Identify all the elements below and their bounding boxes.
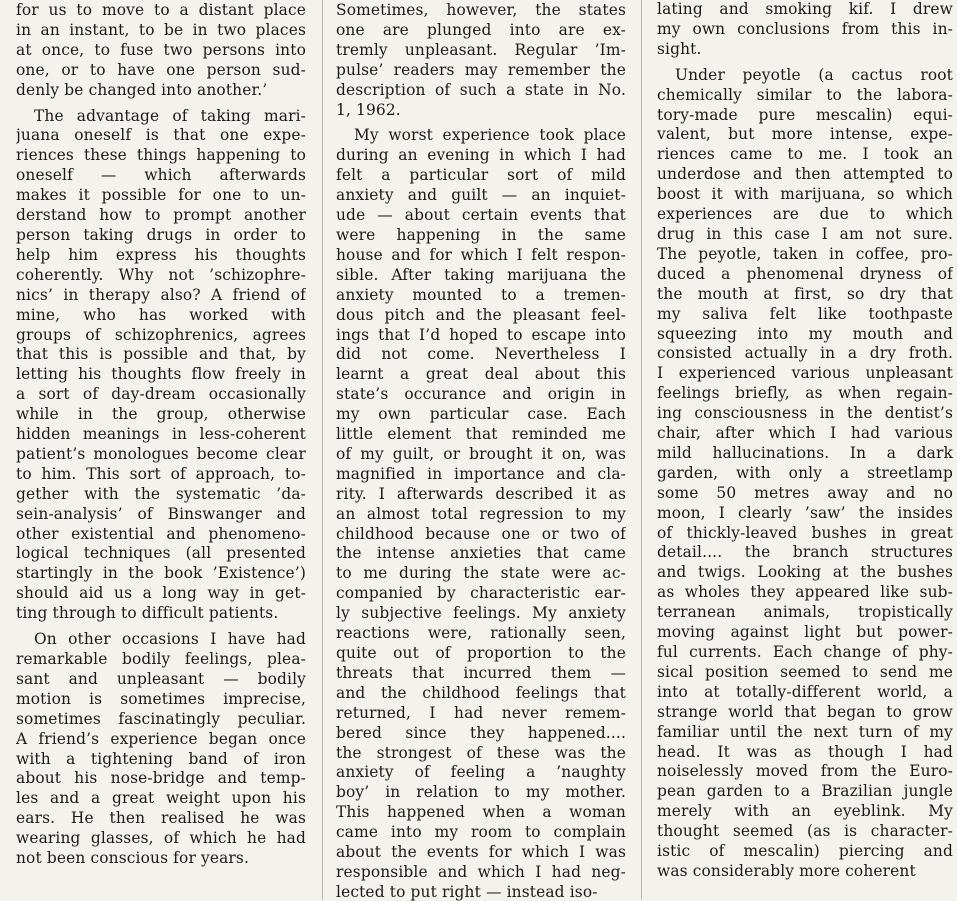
text-line: riences came to me. I took an — [657, 145, 953, 164]
text-line: sight. — [657, 39, 702, 58]
text-line: quite out of proportion to the — [336, 644, 626, 662]
text-column-3 — [657, 0, 953, 900]
text-line: terranean animals, tropistically — [657, 603, 953, 622]
text-line: ting through to difficult patients. — [16, 604, 279, 623]
text-line: nics’ in therapy also? A friend of — [16, 285, 306, 304]
text-line: of thickly-leaved bushes in great — [657, 523, 953, 542]
text-line: ears. He then realised he was — [16, 809, 306, 828]
text-line: juana oneself is that one expe- — [16, 126, 306, 145]
text-line: les and a great weight upon his — [16, 789, 306, 808]
text-line: familiar until the next turn of my — [657, 722, 953, 741]
text-line: squeezing into my mouth and — [657, 324, 953, 343]
text-line: thought seemed (as is character- — [657, 822, 953, 841]
text-line: lected to put right — instead iso- — [336, 882, 598, 901]
text-line: mild hallucinations. In a dark — [657, 443, 953, 462]
text-line: anxiety of feeling a ’naughty — [336, 763, 626, 782]
text-line: description of such a state in No. — [336, 80, 626, 99]
text-line: chair, after which I had various — [657, 424, 953, 443]
text-line: derstand how to prompt another — [16, 206, 306, 225]
text-line: remarkable bodily feelings, plea- — [16, 650, 306, 668]
text-line: Under peyotle (a cactus root — [675, 65, 953, 84]
text-line: learnt a great deal about this — [336, 365, 626, 384]
text-line: Sometimes, however, the states — [336, 1, 626, 19]
text-line: drug in this case I am not sure. — [657, 224, 953, 243]
text-line: at once, to fuse two persons into — [16, 40, 306, 59]
text-line: should aid us a long way in get- — [16, 584, 306, 603]
text-line: consisted actually in a dry froth. — [657, 344, 953, 363]
text-line: one are plunged into are ex- — [336, 20, 626, 39]
text-line: oneself — which afterwards — [16, 166, 306, 185]
text-line: merely with an eyeblink. My — [657, 802, 953, 821]
text-line: an almost total regression to my — [336, 504, 626, 523]
text-line: sible. After taking marijuana the — [336, 265, 626, 284]
text-line: for us to move to a distant place — [16, 1, 306, 19]
text-line: in an instant, to be in two places — [16, 20, 306, 39]
text-line: little element that reminded me — [336, 425, 626, 444]
text-line: duced a phenomenal dryness of — [657, 264, 953, 283]
text-line: hidden meanings in less-coherent — [16, 425, 306, 444]
text-line: threats that incurred them — — [336, 663, 626, 682]
text-line: my own conclusions from this in- — [657, 19, 953, 38]
text-line: groups of schizophrenics, agrees — [16, 325, 306, 344]
text-line: riences these things happening to — [16, 146, 306, 165]
text-line: ly subjective feelings. My anxiety — [336, 604, 626, 623]
text-line: moon, I clearly ’saw’ the insides — [657, 503, 953, 522]
text-line: ude — about certain events that — [336, 206, 626, 225]
text-line: not been conscious for years. — [16, 849, 250, 868]
text-line: garden, with only a streetlamp — [657, 463, 953, 482]
text-line: about the events for which I was — [336, 843, 626, 862]
text-line: moving against light but power- — [657, 623, 953, 642]
text-line: tory-made pure mescalin) equi- — [657, 105, 953, 124]
text-line: My worst experience took place — [354, 126, 626, 145]
text-line: childhood because one or two of — [336, 524, 626, 543]
text-line: noiselessly moved from the Euro- — [657, 762, 953, 781]
text-line: the mouth at first, so dry that — [657, 284, 953, 303]
text-line: makes it possible for one to un- — [16, 186, 306, 205]
text-line: I experienced various unpleasant — [657, 364, 953, 383]
text-column-1 — [16, 0, 306, 901]
text-column-2 — [336, 0, 626, 901]
text-line: and twigs. Looking at the bushes — [657, 563, 953, 582]
text-line: underdose and then attempted to — [657, 165, 953, 184]
text-line: 1, 1962. — [336, 100, 401, 119]
text-line: sometimes fascinatingly peculiar. — [16, 709, 306, 728]
text-line: of my guilt, or brought it on, was — [336, 444, 626, 463]
text-line: help him express his thoughts — [16, 245, 306, 264]
text-line: one, or to have one person sud- — [16, 60, 306, 79]
text-line: detail.... the branch structures — [657, 543, 953, 562]
text-line: felt a particular sort of mild — [336, 166, 626, 185]
text-line: wearing glasses, of which he had — [16, 829, 306, 848]
text-line: my own particular case. Each — [336, 405, 626, 424]
text-line: pean garden to a Brazilian jungle — [657, 782, 953, 801]
text-line: experiences are due to which — [657, 205, 953, 224]
text-line: anxiety and guilt — an inquiet- — [336, 186, 626, 205]
text-line: person taking drugs in order to — [16, 225, 306, 244]
text-line: The peyotle, taken in coffee, pro- — [657, 244, 953, 263]
text-line: pulse’ readers may remember the — [336, 60, 626, 79]
text-line: On other occasions I have had — [34, 630, 306, 649]
text-line: tremly unpleasant. Regular ’Im- — [336, 40, 626, 59]
text-line: about his nose-bridge and temp- — [16, 769, 306, 788]
text-line: strange world that began to grow — [657, 702, 953, 721]
text-line: house and for which I felt respon- — [336, 245, 626, 264]
text-line: reactions were, rationally seen, — [336, 624, 626, 643]
text-line: head. It was as though I had — [657, 742, 953, 761]
text-line: into at totally-different world, a — [657, 682, 953, 701]
column-divider — [641, 0, 642, 900]
text-line: while in the group, otherwise — [16, 405, 306, 424]
text-line: logical techniques (all presented — [16, 544, 306, 563]
text-line: coherently. Why not ’schizophre- — [16, 265, 306, 284]
text-line: sical position seemed to send me — [657, 662, 953, 681]
text-line: my saliva felt like toothpaste — [657, 304, 953, 323]
text-line: dous pitch and the pleasant feel- — [336, 305, 626, 324]
text-line: during an evening in which I had — [336, 146, 626, 165]
text-line: ings that I’d hoped to escape into — [336, 325, 626, 344]
text-line: state’s occurance and origin in — [336, 385, 626, 404]
text-line: ful currents. Each change of phy- — [657, 643, 953, 661]
text-line: bered since they happened.... — [336, 723, 626, 742]
text-line: some 50 metres away and no — [657, 483, 953, 502]
text-line: a sort of day-dream occasionally — [16, 385, 306, 404]
text-line: sein-analysis’ of Binswanger and — [16, 504, 306, 523]
text-line: the strongest of these was the — [336, 743, 626, 762]
text-line: with a tightening band of iron — [16, 749, 306, 768]
text-line: istic of mescalin) piercing and — [657, 842, 953, 861]
text-line: other existential and phenomeno- — [16, 524, 306, 543]
text-line: came into my room to complain — [336, 823, 626, 842]
text-line: magnified in importance and cla- — [336, 464, 626, 483]
text-line: as wholes they appeared like sub- — [657, 583, 953, 602]
text-line: the intense anxieties that came — [336, 544, 626, 563]
text-line: were happening in the same — [336, 225, 626, 244]
text-line: gether with the systematic ’da- — [16, 484, 306, 503]
text-line: companied by characteristic ear- — [336, 584, 626, 603]
text-line: mine, who has worked with — [16, 305, 306, 324]
text-line: responsible and which I had neg- — [336, 862, 626, 881]
text-line: This happened when a woman — [336, 803, 626, 822]
text-line: motion is sometimes imprecise, — [16, 689, 306, 708]
text-line: A friend’s experience began once — [16, 729, 306, 748]
text-line: chemically similar to the labora- — [657, 85, 953, 104]
text-line: ing consciousness in the dentist’s — [657, 404, 953, 423]
text-line: was considerably more coherent — [657, 861, 916, 880]
text-line: valent, but more intense, expe- — [657, 125, 953, 144]
text-line: to me during the state were ac- — [336, 564, 626, 583]
text-line: that this is possible and that, by — [16, 345, 306, 364]
text-line: sant and unpleasant — bodily — [16, 669, 306, 688]
text-line: The advantage of taking mari- — [34, 106, 306, 125]
text-line: did not come. Nevertheless I — [336, 345, 626, 364]
text-line: startingly in the book ’Existence’) — [16, 564, 306, 583]
text-line: boy’ in relation to my mother. — [336, 783, 626, 802]
text-line: lating and smoking kif. I drew — [657, 0, 953, 18]
text-line: letting his thoughts flow freely in — [16, 365, 306, 384]
column-divider — [322, 0, 323, 900]
text-line: patient’s monologues become clear — [16, 444, 306, 463]
text-line: boost it with marijuana, so which — [657, 185, 953, 204]
text-line: to him. This sort of approach, to- — [16, 464, 306, 483]
text-line: denly be changed into another.’ — [16, 80, 268, 99]
text-line: returned, I had never remem- — [336, 703, 626, 722]
text-line: anxiety mounted to a tremen- — [336, 285, 626, 304]
text-line: and the childhood feelings that — [336, 683, 626, 702]
text-line: feelings briefly, as when regain- — [657, 384, 953, 403]
text-line: rity. I afterwards described it as — [336, 484, 626, 503]
